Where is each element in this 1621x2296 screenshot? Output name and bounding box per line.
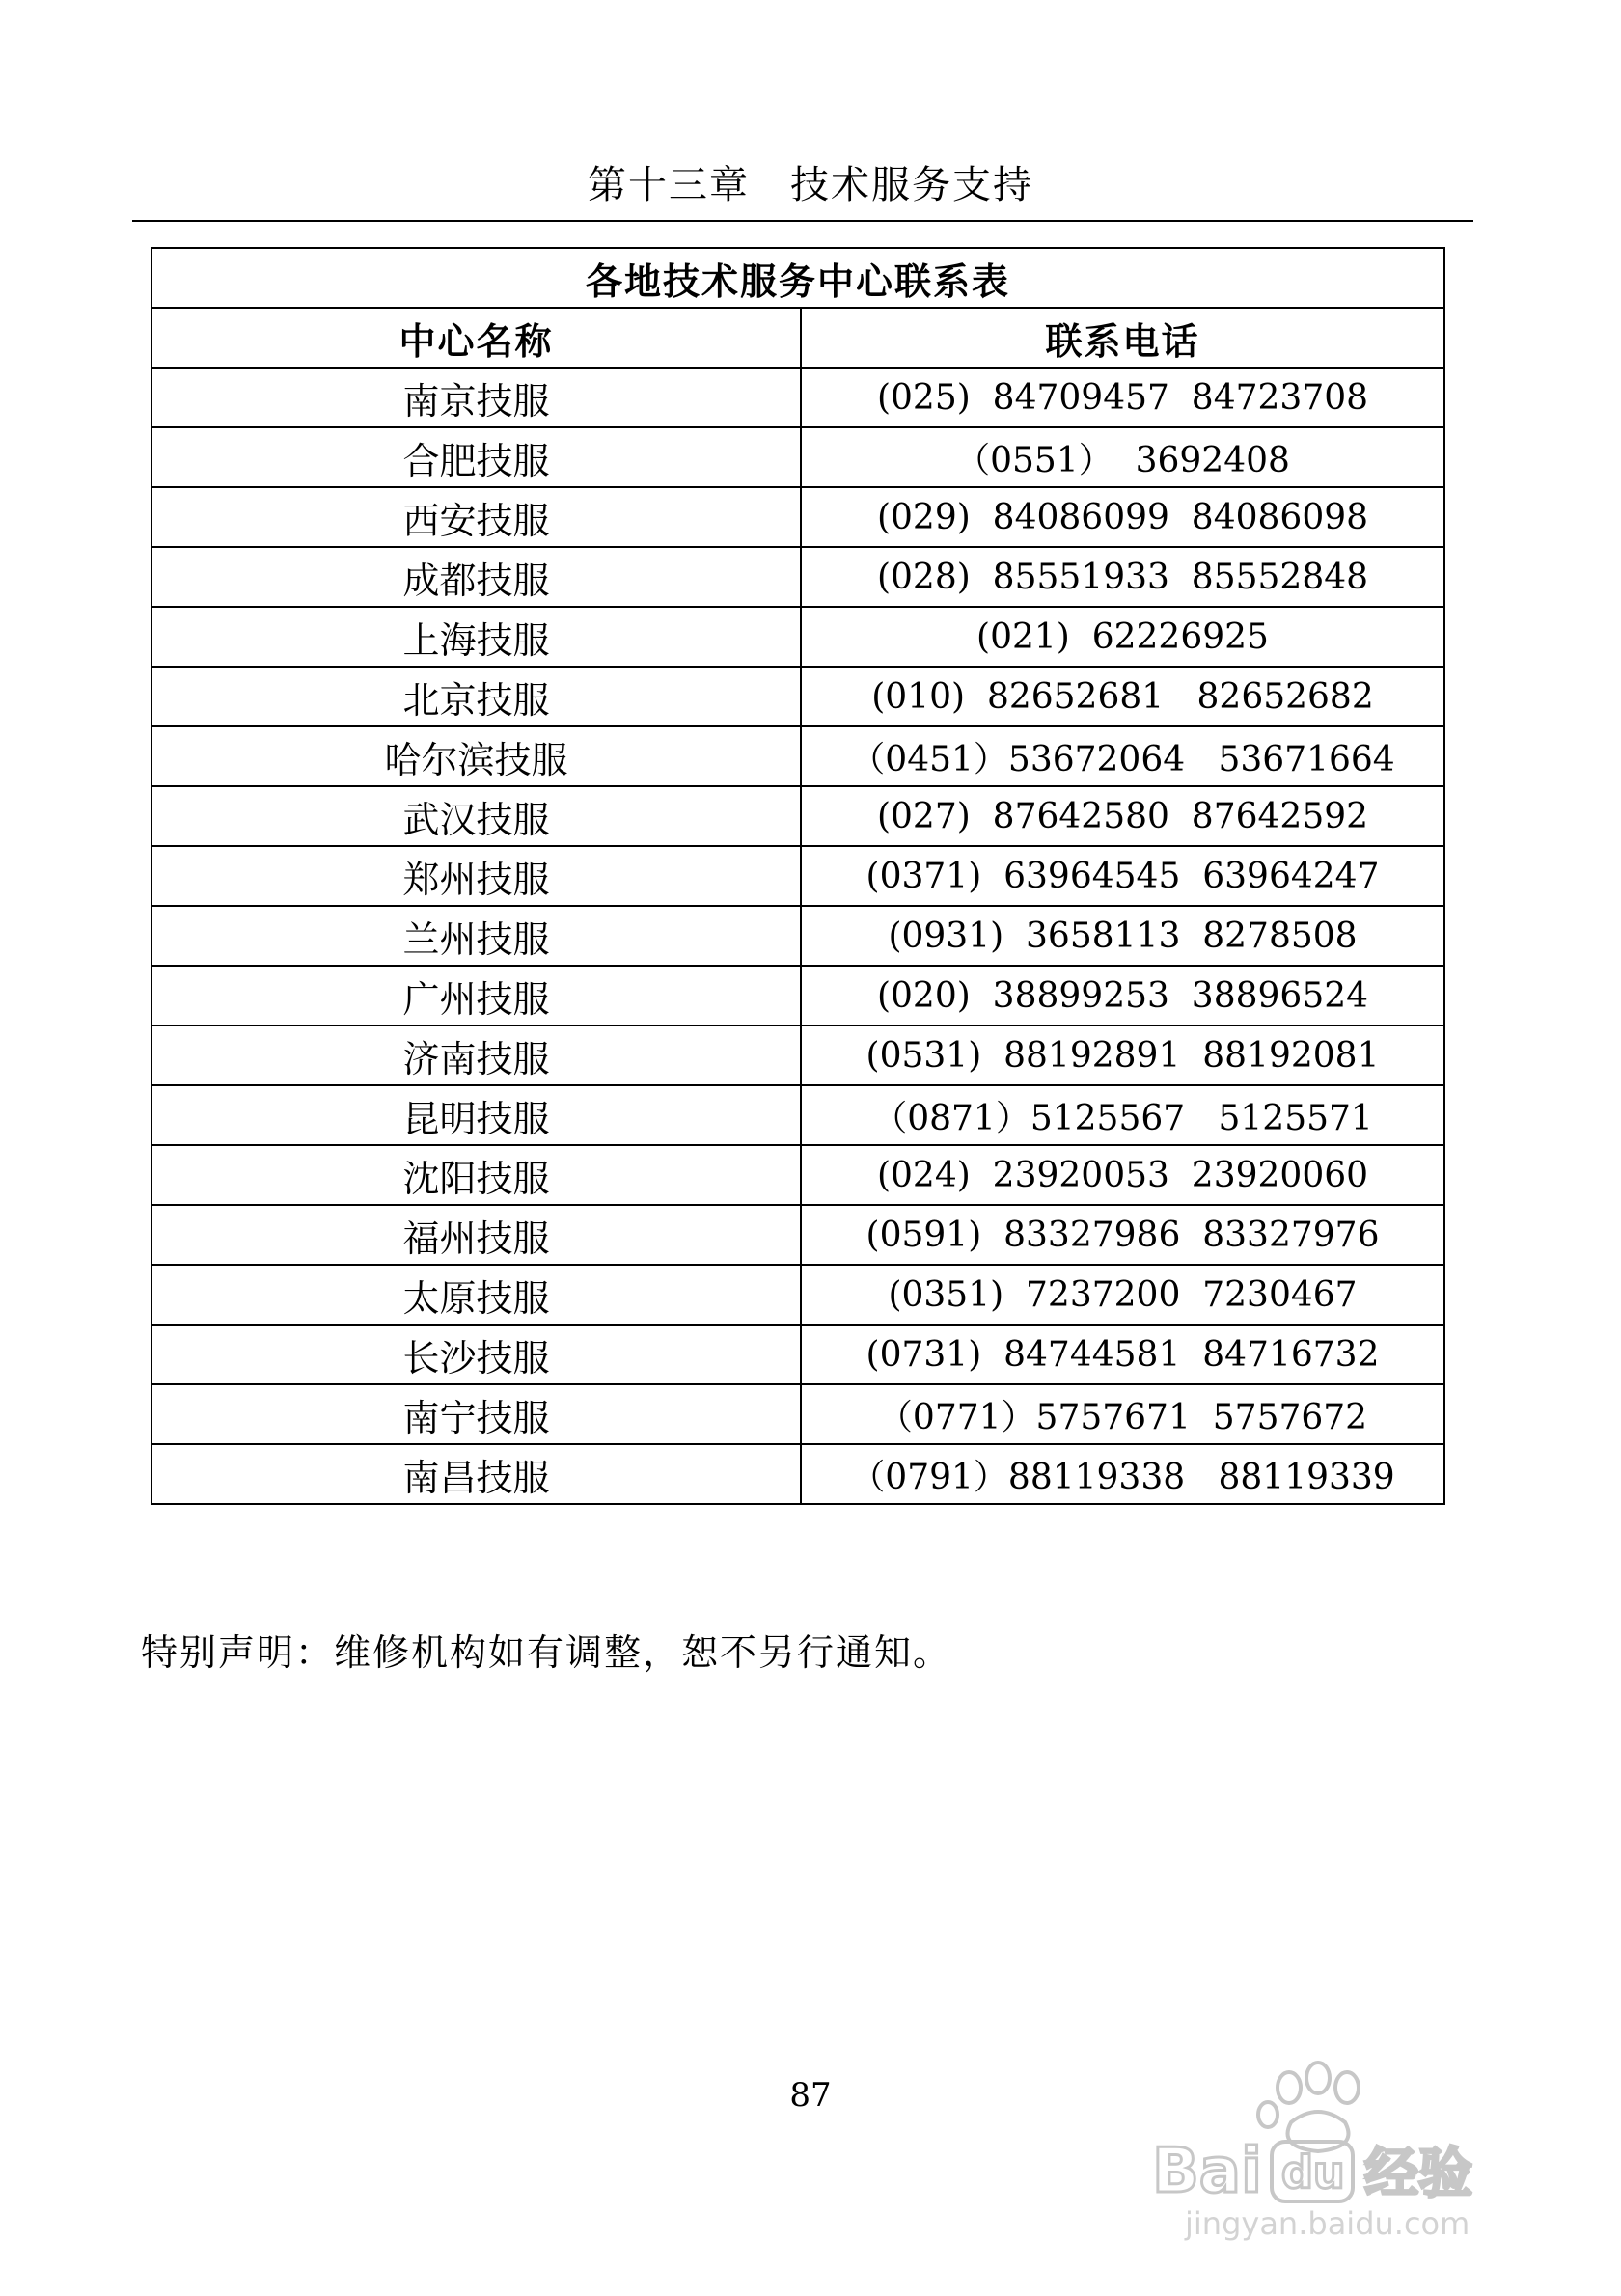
phone-cell: (025) 84709457 84723708 [801, 368, 1444, 427]
table-row [151, 1145, 1444, 1205]
table-row [151, 1265, 1444, 1325]
center-name-cell: 南昌技服 [151, 1444, 801, 1504]
table-row [151, 1384, 1444, 1444]
center-name-cell: 合肥技服 [151, 427, 801, 487]
phone-cell: (020) 38899253 38896524 [801, 966, 1444, 1025]
phone-cell: (021) 62226925 [801, 607, 1444, 667]
center-name-cell: 南宁技服 [151, 1384, 801, 1444]
center-name-cell: 济南技服 [151, 1025, 801, 1085]
svg-text:du: du [1281, 2146, 1345, 2199]
table-row [151, 547, 1444, 607]
table-row [151, 846, 1444, 906]
center-name-cell: 西安技服 [151, 487, 801, 547]
table-row [151, 966, 1444, 1025]
center-name-cell: 哈尔滨技服 [151, 726, 801, 786]
header-divider [132, 220, 1473, 222]
notice-text: 特别声明：维修机构如有调整，恕不另行通知。 [141, 1631, 952, 1674]
phone-cell: (0531) 88192891 88192081 [801, 1025, 1444, 1085]
phone-cell: (024) 23920053 23920060 [801, 1145, 1444, 1205]
phone-cell: （0451）53672064 53671664 [801, 726, 1444, 786]
center-name-cell: 昆明技服 [151, 1085, 801, 1145]
center-name-cell: 长沙技服 [151, 1325, 801, 1384]
table-row [151, 667, 1444, 726]
phone-cell: （0551） 3692408 [801, 427, 1444, 487]
watermark-url: jingyan.baidu.com [1185, 2205, 1470, 2242]
column-header-phone: 联系电话 [801, 308, 1444, 368]
phone-cell: (027) 87642580 87642592 [801, 786, 1444, 846]
phone-cell: （0791）88119338 88119339 [801, 1444, 1444, 1504]
table-row [151, 368, 1444, 427]
center-name-cell: 郑州技服 [151, 846, 801, 906]
center-name-cell: 上海技服 [151, 607, 801, 667]
center-name-cell: 太原技服 [151, 1265, 801, 1325]
table-header-row [151, 308, 1444, 368]
phone-cell: (0931) 3658113 8278508 [801, 906, 1444, 966]
table-caption: 各地技术服务中心联系表 [151, 248, 1444, 308]
table-row [151, 607, 1444, 667]
chapter-title: 第十三章 技术服务支持 [588, 163, 1033, 207]
center-name-cell: 南京技服 [151, 368, 801, 427]
baidu-jingyan-watermark [1146, 2055, 1552, 2248]
table-row [151, 786, 1444, 846]
page-number: 87 [789, 2076, 832, 2115]
center-name-cell: 兰州技服 [151, 906, 801, 966]
table-caption-row [151, 248, 1444, 308]
table-row [151, 906, 1444, 966]
center-name-cell: 沈阳技服 [151, 1145, 801, 1205]
column-header-center-name: 中心名称 [151, 308, 801, 368]
table-row [151, 1444, 1444, 1504]
svg-text:Bai: Bai [1152, 2136, 1262, 2207]
table-row [151, 427, 1444, 487]
table-row [151, 487, 1444, 547]
phone-cell: （0871）5125567 5125571 [801, 1085, 1444, 1145]
table-row [151, 1025, 1444, 1085]
paw-icon [1258, 2063, 1359, 2151]
svg-text:经验: 经验 [1364, 2143, 1472, 2205]
phone-cell: (029) 84086099 84086098 [801, 487, 1444, 547]
phone-cell: (0731) 84744581 84716732 [801, 1325, 1444, 1384]
center-name-cell: 北京技服 [151, 667, 801, 726]
table-row [151, 1205, 1444, 1265]
phone-cell: (028) 85551933 85552848 [801, 547, 1444, 607]
center-name-cell: 成都技服 [151, 547, 801, 607]
contact-table [151, 247, 1445, 1505]
phone-cell: (010) 82652681 82652682 [801, 667, 1444, 726]
phone-cell: (0351) 7237200 7230467 [801, 1265, 1444, 1325]
center-name-cell: 广州技服 [151, 966, 801, 1025]
table-row [151, 1325, 1444, 1384]
phone-cell: (0371) 63964545 63964247 [801, 846, 1444, 906]
table-row [151, 726, 1444, 786]
phone-cell: (0591) 83327986 83327976 [801, 1205, 1444, 1265]
center-name-cell: 武汉技服 [151, 786, 801, 846]
table-row [151, 1085, 1444, 1145]
phone-cell: （0771）5757671 5757672 [801, 1384, 1444, 1444]
center-name-cell: 福州技服 [151, 1205, 801, 1265]
